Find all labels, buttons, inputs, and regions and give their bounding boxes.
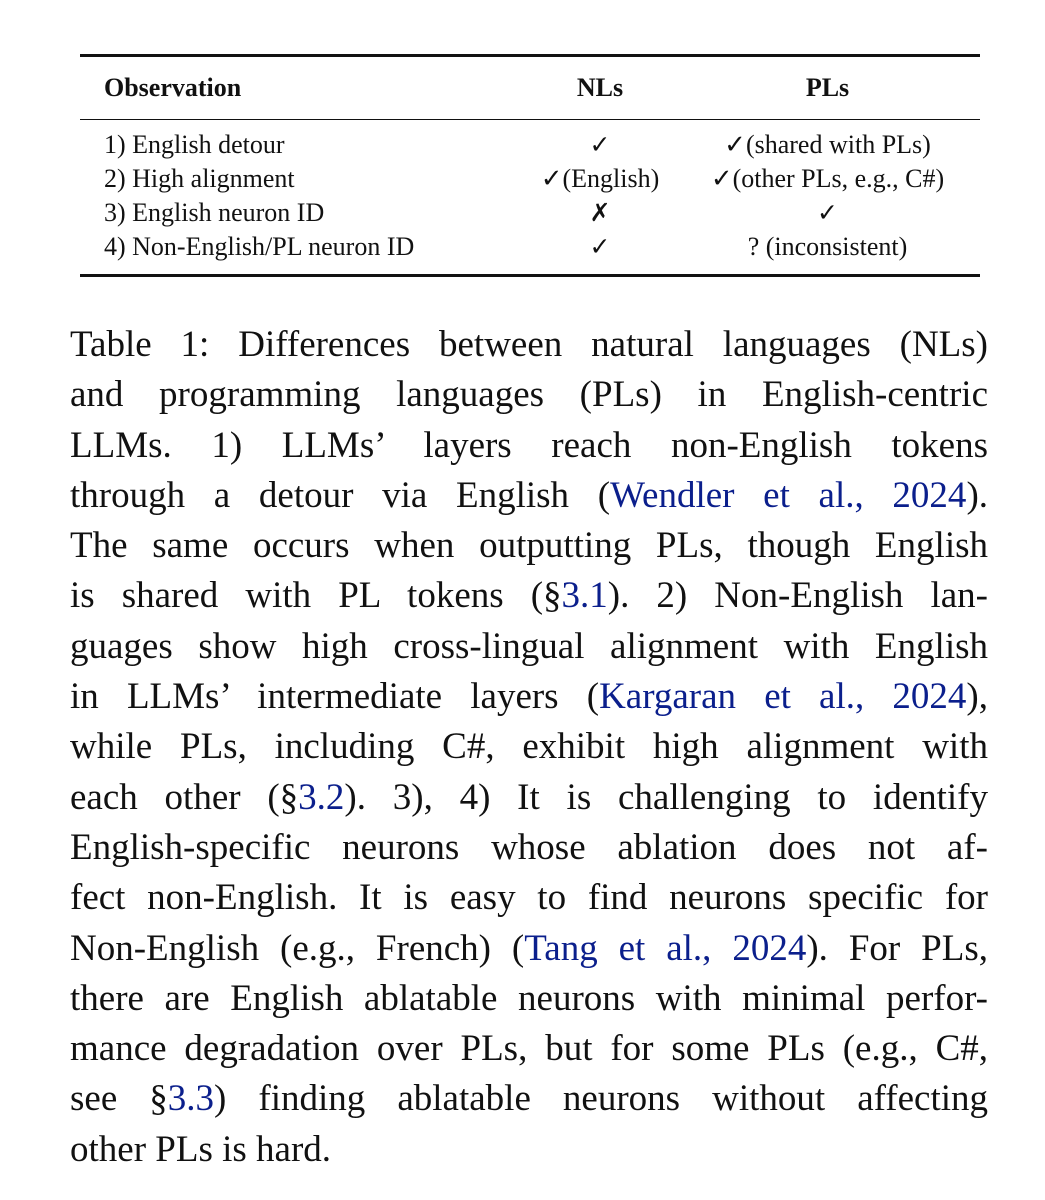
caption-line: while PLs, including C#, exhibit high alignment with bbox=[70, 726, 988, 768]
caption-text: ) finding ablatable neurons without affecting bbox=[214, 1078, 988, 1120]
caption-text: see § bbox=[70, 1078, 168, 1120]
caption-line: Table 1: Differences between natural languages (NLs) bbox=[70, 324, 988, 365]
caption-line bbox=[70, 571, 988, 621]
caption-text: ), bbox=[966, 676, 988, 718]
cell-nls: ✓(English) bbox=[540, 164, 660, 193]
caption-line: The same occurs when outputting PLs, though English bbox=[70, 525, 988, 567]
cell-nls: ✗ bbox=[589, 198, 611, 227]
header-pls: PLs bbox=[805, 73, 850, 102]
caption-text: in LLMs’ intermediate layers ( bbox=[70, 676, 600, 718]
caption-line bbox=[70, 924, 988, 974]
table-row bbox=[80, 196, 980, 230]
caption-text: ). bbox=[966, 474, 988, 516]
caption-line: fect non-English. It is easy to find neurons specific for bbox=[70, 877, 988, 919]
section-ref-3-3[interactable]: 3.3 bbox=[167, 1078, 215, 1120]
caption-line: guages show high cross-lingual alignment with English bbox=[70, 625, 988, 667]
caption-line: other PLs is hard. bbox=[70, 1128, 332, 1170]
caption-text: ). For PLs, bbox=[806, 927, 988, 969]
citation-tang[interactable]: Tang et al., 2024 bbox=[524, 927, 807, 969]
caption-line: there are English ablatable neurons with minimal perfor- bbox=[70, 977, 988, 1019]
table-caption bbox=[70, 320, 988, 1175]
header-observation: Observation bbox=[104, 73, 242, 102]
caption-line bbox=[70, 1074, 988, 1124]
citation-kargaran[interactable]: Kargaran et al., 2024 bbox=[599, 676, 967, 718]
caption-line: English-specific neurons whose ablation does not af- bbox=[70, 826, 988, 868]
cell-pls: ✓(other PLs, e.g., C#) bbox=[710, 164, 945, 193]
table-bottom-rule bbox=[80, 274, 980, 277]
cell-nls: ✓ bbox=[589, 130, 611, 159]
caption-text: through a detour via English ( bbox=[70, 474, 611, 516]
table-body bbox=[80, 120, 980, 274]
caption-line: and programming languages (PLs) in English-centric bbox=[70, 374, 988, 416]
caption-text: is shared with PL tokens (§ bbox=[70, 575, 562, 617]
caption-text: each other (§ bbox=[70, 776, 299, 818]
cell-pls: ✓(shared with PLs) bbox=[724, 130, 931, 159]
table-row bbox=[80, 128, 980, 162]
comparison-table bbox=[80, 54, 980, 277]
caption-line bbox=[70, 471, 988, 521]
table-row bbox=[80, 162, 980, 196]
caption-line: LLMs. 1) LLMs’ layers reach non-English tokens bbox=[70, 424, 988, 466]
cell-pls: ✓ bbox=[817, 198, 838, 227]
cell-pls: ? (inconsistent) bbox=[747, 232, 908, 261]
cell-nls: ✓ bbox=[589, 232, 611, 261]
caption-text: ). 3), 4) It is challenging to identify bbox=[344, 776, 988, 818]
header-nls: NLs bbox=[576, 73, 624, 102]
cell-observation: 3) English neuron ID bbox=[104, 198, 325, 227]
caption-line: mance degradation over PLs, but for some PLs (e.g., C#, bbox=[70, 1028, 988, 1070]
table-header-row bbox=[80, 57, 980, 119]
cell-observation: 2) High alignment bbox=[104, 164, 295, 193]
caption-text: ). 2) Non-English lan- bbox=[607, 575, 988, 617]
table-row bbox=[80, 230, 980, 264]
cell-observation: 1) English detour bbox=[104, 130, 285, 159]
caption-line bbox=[70, 672, 988, 722]
cell-observation: 4) Non-English/PL neuron ID bbox=[104, 232, 415, 261]
caption-text: Non-English (e.g., French) ( bbox=[70, 927, 525, 969]
section-ref-3-1[interactable]: 3.1 bbox=[561, 575, 608, 617]
citation-wendler[interactable]: Wendler et al., 2024 bbox=[610, 474, 967, 516]
caption-line bbox=[70, 773, 988, 823]
section-ref-3-2[interactable]: 3.2 bbox=[298, 776, 345, 818]
